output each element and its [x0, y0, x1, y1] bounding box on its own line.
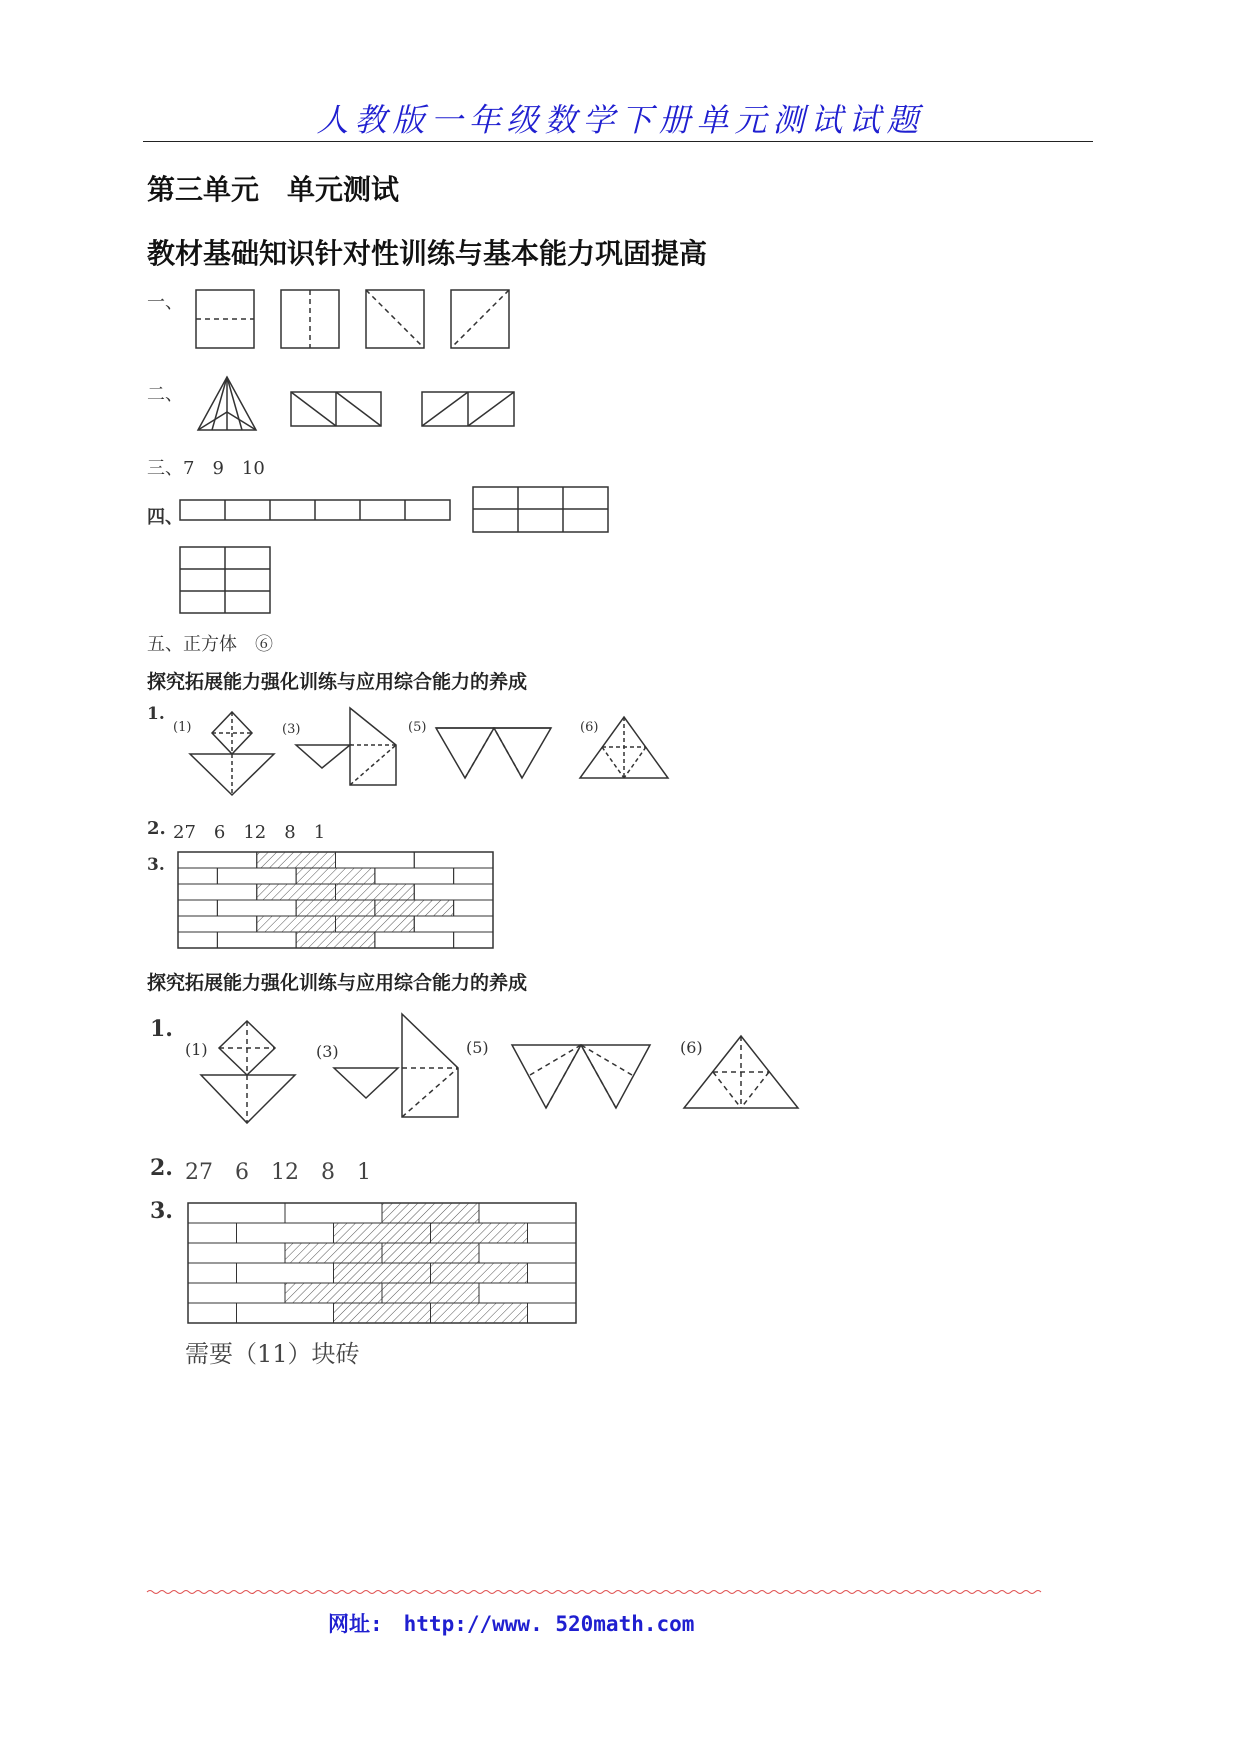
brick	[454, 932, 493, 948]
explore-small-fig6-label: (6)	[580, 720, 599, 735]
q1-square-antidiagonal-fold	[451, 290, 509, 348]
brick-hatched	[336, 916, 415, 932]
brick	[188, 1243, 285, 1263]
explore-small-q1-label: 1.	[147, 704, 165, 724]
footer-url: 网址: http://www. 520math.com	[328, 1612, 695, 1636]
explore-large-fig3	[334, 1014, 458, 1117]
q5-answer: 五、正方体 ⑥	[147, 634, 273, 655]
explore-large-fig6	[684, 1036, 798, 1108]
brick-hatched	[334, 1263, 431, 1283]
brick	[375, 868, 454, 884]
brick	[188, 1283, 285, 1303]
brick	[188, 1263, 237, 1283]
brick	[479, 1203, 576, 1223]
brick-hatched	[296, 900, 375, 916]
q1-square-vertical-fold	[281, 290, 339, 348]
brick	[178, 852, 257, 868]
brick-hatched	[257, 916, 336, 932]
explore-large-fig1-label: (1)	[185, 1040, 208, 1059]
brick	[188, 1223, 237, 1243]
explore-small-fig3	[296, 708, 396, 785]
explore-large-q2-label: 2.	[150, 1155, 173, 1181]
q4-grid-2x3	[180, 547, 270, 613]
explore-large-fig1	[201, 1021, 295, 1123]
explore-large-fig3-label: (3)	[316, 1042, 339, 1061]
brick	[528, 1263, 577, 1283]
brick-hatched	[431, 1223, 528, 1243]
brick-wall-small	[178, 852, 493, 948]
brick	[188, 1203, 285, 1223]
brick-hatched	[257, 852, 336, 868]
brick	[188, 1303, 237, 1323]
brick	[336, 852, 415, 868]
brick-hatched	[285, 1243, 382, 1263]
brick	[285, 1203, 382, 1223]
brick	[375, 932, 454, 948]
brick-hatched	[431, 1303, 528, 1323]
brick-hatched	[296, 932, 375, 948]
brick	[454, 900, 493, 916]
explore-small-fig5	[436, 728, 551, 778]
explore-small-fig1	[190, 712, 274, 795]
explore-small-q2-values: 27 6 12 8 1	[173, 822, 326, 843]
explore-small-fig5-label: (5)	[408, 720, 427, 735]
q2-rectangle-1	[291, 392, 381, 426]
brick	[178, 932, 217, 948]
brick-hatched	[334, 1223, 431, 1243]
brick	[178, 916, 257, 932]
brick	[178, 884, 257, 900]
brick-hatched	[334, 1303, 431, 1323]
explore-large-fig5	[512, 1045, 650, 1108]
unit-title: 第三单元 单元测试	[147, 173, 400, 206]
brick	[528, 1303, 577, 1323]
brick	[414, 884, 493, 900]
section-title: 教材基础知识针对性训练与基本能力巩固提高	[147, 237, 708, 270]
explore-large-q3-label: 3.	[150, 1198, 173, 1224]
q2-triangle	[198, 377, 256, 430]
brick-hatched	[375, 900, 454, 916]
header-title: 人教版一年级数学下册单元测试试题	[316, 101, 925, 139]
brick-hatched	[257, 884, 336, 900]
explore-large-fig5-label: (5)	[466, 1038, 489, 1057]
brick-hatched	[382, 1283, 479, 1303]
brick	[217, 868, 296, 884]
brick-answer: 需要（11）块砖	[185, 1340, 360, 1368]
explore-small-fig3-label: (3)	[282, 722, 301, 737]
q1-label: 一、	[147, 292, 183, 313]
brick	[217, 932, 296, 948]
explore-small-q2-label: 2.	[147, 818, 166, 839]
footer-wavy-divider	[147, 1591, 1041, 1594]
brick	[454, 868, 493, 884]
brick-hatched	[285, 1283, 382, 1303]
brick-wall-large	[188, 1203, 576, 1323]
q1-square-horizontal-fold	[196, 290, 254, 348]
brick	[237, 1303, 334, 1323]
brick	[414, 852, 493, 868]
explore-small-fig6	[580, 717, 668, 778]
q2-label: 二、	[147, 384, 183, 405]
brick	[479, 1283, 576, 1303]
q2-rectangle-2	[422, 392, 514, 426]
explore-heading-small: 探究拓展能力强化训练与应用综合能力的养成	[147, 671, 528, 693]
explore-large-fig6-label: (6)	[680, 1038, 703, 1057]
brick	[237, 1263, 334, 1283]
brick	[479, 1243, 576, 1263]
brick-hatched	[382, 1203, 479, 1223]
q4-grid-3x2	[473, 487, 608, 532]
explore-large-q2-values: 27 6 12 8 1	[185, 1160, 371, 1185]
brick-hatched	[382, 1243, 479, 1263]
explore-heading-large: 探究拓展能力强化训练与应用综合能力的养成	[147, 972, 528, 994]
brick	[178, 868, 217, 884]
q4-strip	[180, 500, 450, 520]
q1-square-diagonal-fold	[366, 290, 424, 348]
explore-large-q1-label: 1.	[150, 1016, 173, 1042]
brick-hatched	[336, 884, 415, 900]
brick	[414, 916, 493, 932]
q3-answer: 三、7 9 10	[147, 458, 265, 479]
brick-hatched	[431, 1263, 528, 1283]
brick	[217, 900, 296, 916]
q4-label: 四、	[147, 507, 183, 528]
brick	[178, 900, 217, 916]
brick	[528, 1223, 577, 1243]
explore-small-q3-label: 3.	[147, 855, 165, 875]
brick-hatched	[296, 868, 375, 884]
brick	[237, 1223, 334, 1243]
explore-small-fig1-label: (1)	[173, 720, 192, 735]
